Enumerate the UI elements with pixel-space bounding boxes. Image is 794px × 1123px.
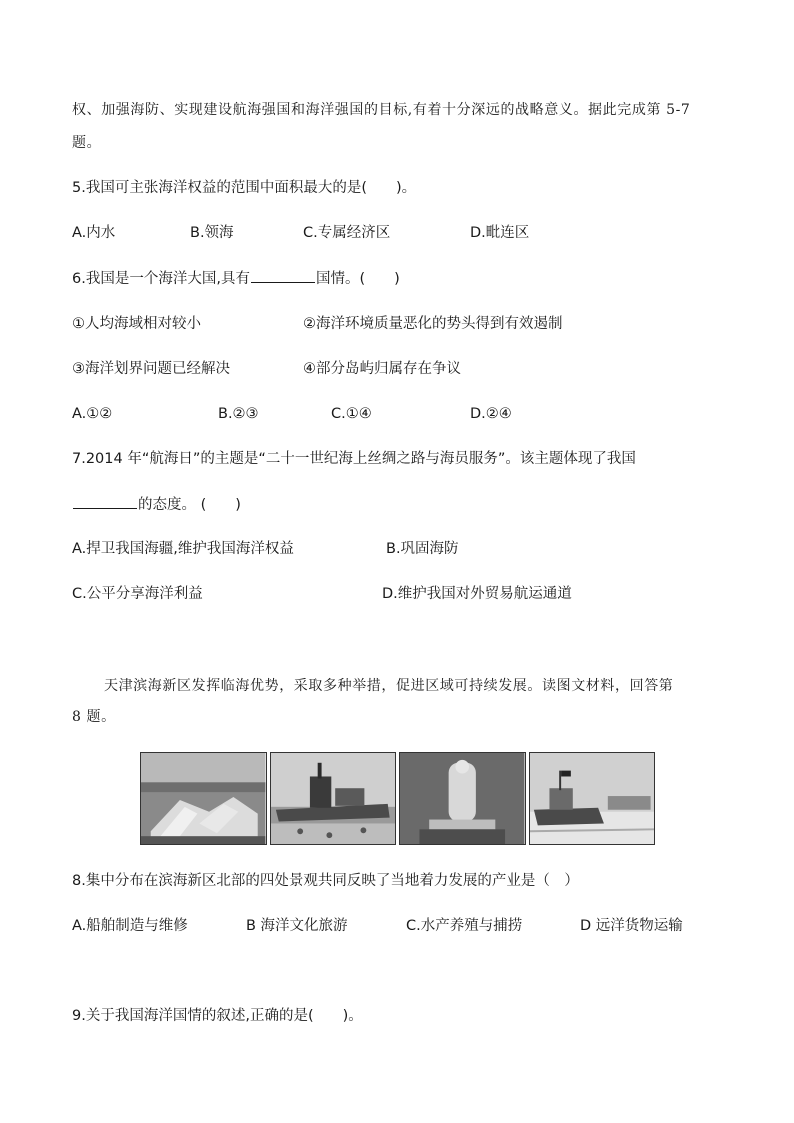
q8-option-a: A.船舶制造与维修	[72, 918, 188, 934]
q7-option-d: D.维护我国对外贸易航运通道	[382, 586, 572, 602]
q6-stem-post: 国情。( )	[315, 271, 400, 287]
q8-option-b: B 海洋文化旅游	[246, 918, 348, 934]
q5-option-c: C.专属经济区	[303, 225, 391, 241]
q6-item-4: ④部分岛屿归属存在争议	[303, 361, 461, 377]
q6-blank	[251, 268, 315, 283]
q8-stem: 8.集中分布在滨海新区北部的四处景观共同反映了当地着力发展的产业是（ ）	[72, 873, 579, 889]
q7-stem-post: 的态度。 ( )	[138, 497, 241, 513]
q6-option-c: C.①④	[331, 406, 372, 422]
q5-option-b: B.领海	[190, 225, 234, 241]
photo-cruise-terminal	[140, 752, 267, 845]
photo-statue	[399, 752, 526, 845]
passage-line-1: 天津滨海新区发挥临海优势，采取多种举措，促进区域可持续发展。读图文材料，回答第	[104, 678, 674, 694]
q6-item-2: ②海洋环境质量恶化的势头得到有效遏制	[303, 316, 563, 332]
q7-option-b: B.巩固海防	[386, 541, 459, 557]
q8-option-c: C.水产养殖与捕捞	[406, 918, 523, 934]
q6-option-a: A.①②	[72, 406, 113, 422]
photo-harbor-ships	[529, 752, 656, 845]
q7-option-a: A.捍卫我国海疆,维护我国海洋权益	[72, 541, 294, 557]
photo-strip	[140, 752, 655, 845]
photo-aircraft-carrier	[270, 752, 397, 845]
q6-stem-pre: 6.我国是一个海洋大国,具有	[72, 271, 250, 287]
q7-stem-line-1: 7.2014 年“航海日”的主题是“二十一世纪海上丝绸之路与海员服务”。该主题体现了我国	[72, 451, 636, 467]
intro-line-2: 题。	[72, 135, 102, 151]
q7-blank	[73, 494, 137, 509]
intro-line-1: 权、加强海防、实现建设航海强国和海洋强国的目标,有着十分深远的战略意义。据此完成第 5-7	[72, 102, 691, 118]
q6-item-1: ①人均海域相对较小	[72, 316, 201, 332]
q6-option-b: B.②③	[218, 406, 259, 422]
q9-stem: 9.关于我国海洋国情的叙述,正确的是( )。	[72, 1008, 363, 1024]
q7-stem-line-2	[72, 494, 241, 515]
q6-stem	[72, 268, 400, 289]
q7-option-c: C.公平分享海洋利益	[72, 586, 203, 602]
q8-option-d: D 远洋货物运输	[580, 918, 683, 934]
passage-line-2: 8 题。	[72, 709, 116, 725]
q6-item-3: ③海洋划界问题已经解决	[72, 361, 230, 377]
q6-option-d: D.②④	[470, 406, 512, 422]
q5-option-d: D.毗连区	[470, 225, 530, 241]
q5-option-a: A.内水	[72, 225, 116, 241]
q5-stem: 5.我国可主张海洋权益的范围中面积最大的是( )。	[72, 180, 417, 196]
